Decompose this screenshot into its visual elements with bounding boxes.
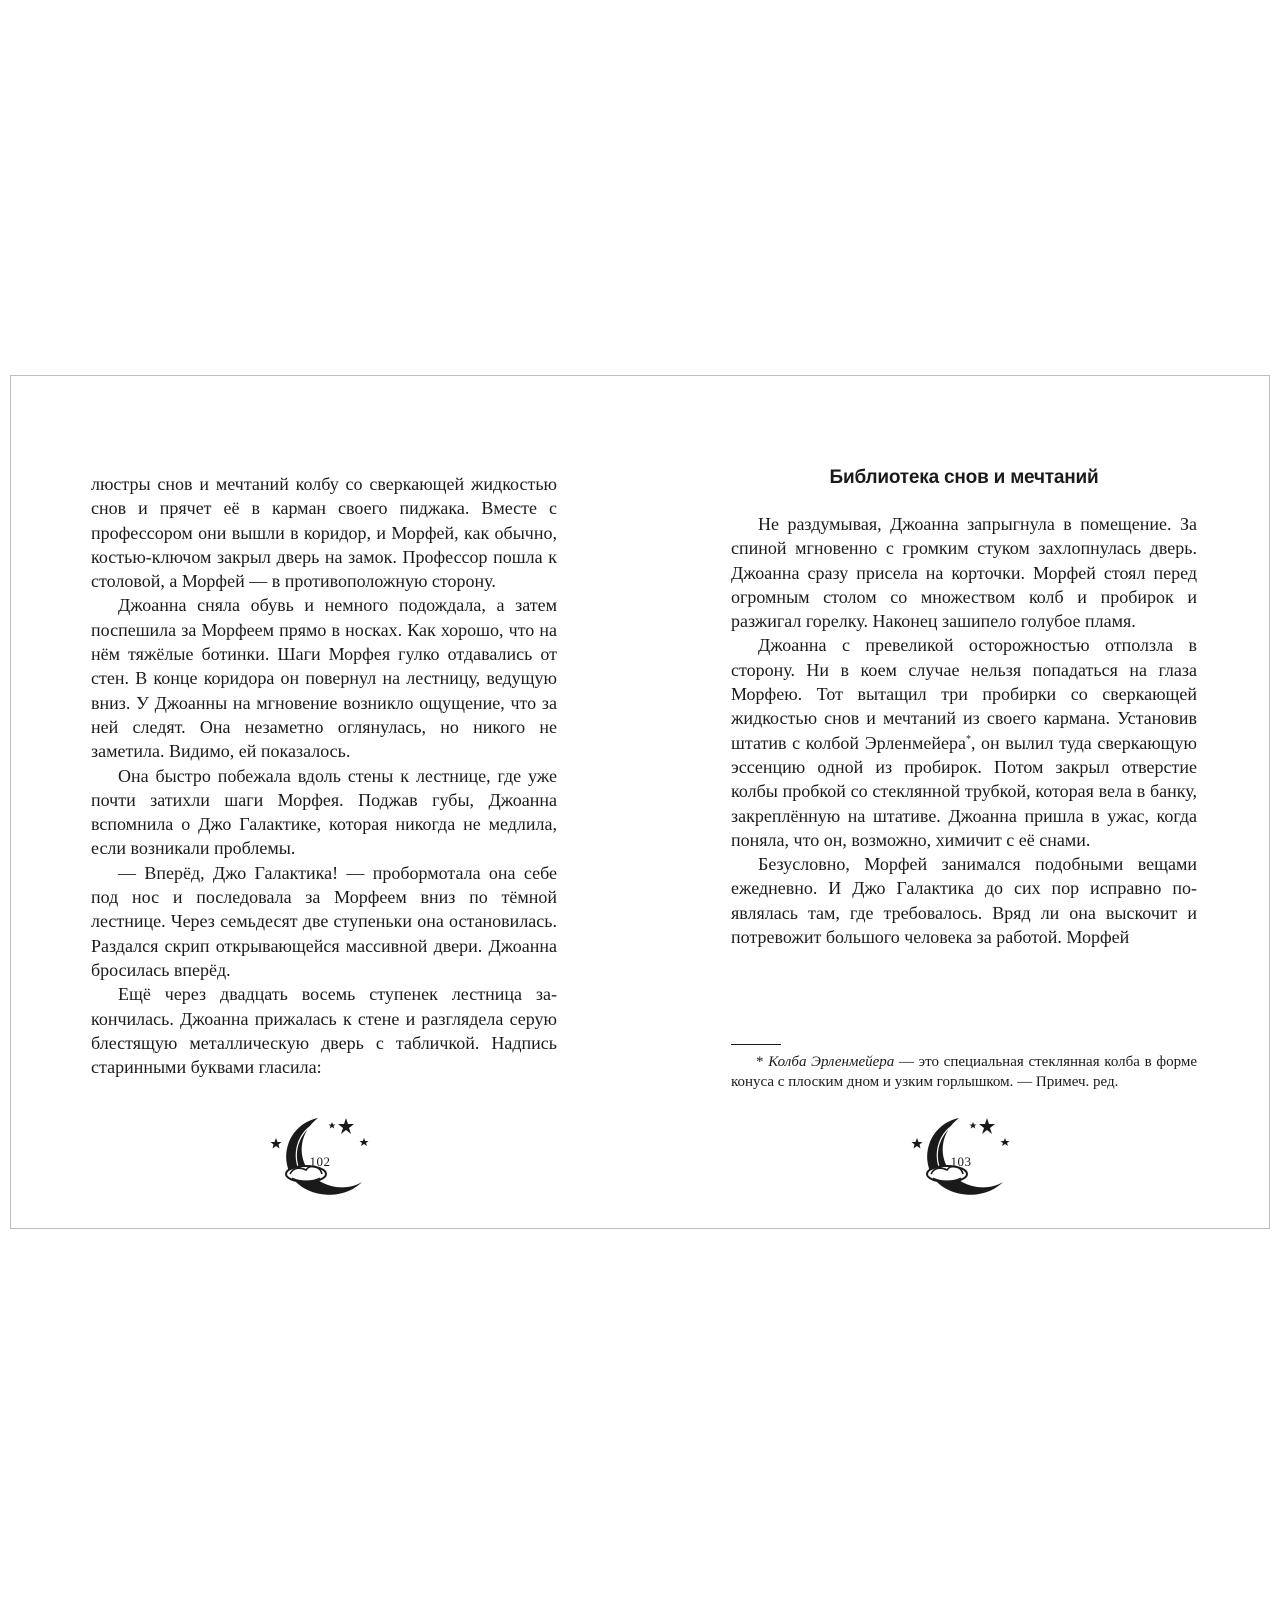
left-paragraph-4: — Вперёд, Джо Галактика! — пробормотала она себе под нос и последовала за Морфеем вниз по тёмной лестнице. Через семьдесят две ступеньки она остановилась. Раздался скрип открывающейся массивной двери. Джоанна бросилась вперёд.: [91, 862, 557, 980]
footnote-text: — это специальная стеклянная колба в форме конуса с плоским дном и узким горлышком. — Примеч. ред.: [731, 1054, 1197, 1090]
page-number-left: 102: [309, 1154, 331, 1169]
left-paragraph-2: Джоанна сняла обувь и немного подождала, а затем поспешила за Морфеем прямо в носках. Как хорошо, что на нём тяжёлые ботинки. Шаги Морфея гулко отдавались от стен. В конце коридора он повернул на лестницу, ведущую вниз. У Джоанны на мгновение возникло ощущение, что за ней следят. Она незаметно оглянулась, но никого не заметила. Видимо, ей показалось.: [91, 595, 557, 762]
right-page-folio: [907, 1116, 1027, 1198]
right-paragraph-1: Не раздумывая, Джоанна запрыгнула в помещение. За спиной мгновенно с громким стуком захлопнулась дверь. Джоанна сразу присела на корточки. Морфей стоял перед огромным столом со множеством колб и пробирок и разжигал горелку. Наконец зашипело голубое пламя.: [731, 514, 1197, 632]
footnote-term: Колба Эрленмейера: [768, 1054, 895, 1070]
left-paragraph-5: Ещё через двадцать восемь ступенек лестница закончилась. Джоанна прижалась к стене и разглядела серую блестящую металлическую дверь с табличкой. Надпись старинными буквами гласила:: [91, 984, 557, 1078]
footnote-reference-marker: *: [965, 733, 971, 745]
right-paragraph-2-end: , он вылил туда сверкающую эссенцию одной из пробирок. Потом закрыл отверстие колбы пробкой со стеклянной трубкой, которая вела в банку, закреплённую на штативе. Джоанна пришла в ужас, когда поняла, что он, возможно, химичит с её снами.: [731, 732, 1197, 850]
left-page-folio: [266, 1116, 386, 1198]
page-number-right: 103: [950, 1154, 972, 1169]
left-paragraph-1: люстры снов и мечтаний колбу со сверкающей жидкостью снов и прячет её в карман своего пиджака. Вместе с профессором они вышли в коридор, и Морфей, как обычно, костью-ключом закрыл дверь на замок. Профессор пошла к столовой, а Морфей — в противоположную сторону.: [91, 474, 557, 592]
right-paragraph-2-start: Джоанна с превеликой осторожностью отползла в сторону. Ни в коем случае нельзя попадаться на глаза Морфею. Тот вытащил три пробирки со сверкающей жидкостью снов и мечтаний из своего кармана. Установив штатив с колбой Эрленмейера: [731, 635, 1197, 753]
footnote-marker: *: [756, 1054, 769, 1070]
chapter-title: Библиотека снов и мечтаний: [829, 467, 1099, 488]
left-page-text: [91, 472, 557, 1079]
right-paragraph-2: [731, 633, 1197, 852]
right-page-text: [731, 466, 1197, 949]
left-paragraph-3: Она быстро побежала вдоль стены к лестнице, где уже почти затихли шаги Морфея. Поджав губы, Джоанна вспомнила о Джо Галактике, которая никогда не медлила, если возникали проблемы.: [91, 765, 557, 859]
right-paragraph-3: Безусловно, Морфей занимался подобными вещами ежедневно. И Джо Галактика до сих пор исправно появлялась там, где требовалось. Вряд ли она выскочит и потревожит большого человека за работой. Морфей: [731, 854, 1197, 948]
footnote: [731, 1052, 1197, 1092]
footnote-divider: [731, 1044, 781, 1045]
book-spread: [10, 375, 1270, 1229]
